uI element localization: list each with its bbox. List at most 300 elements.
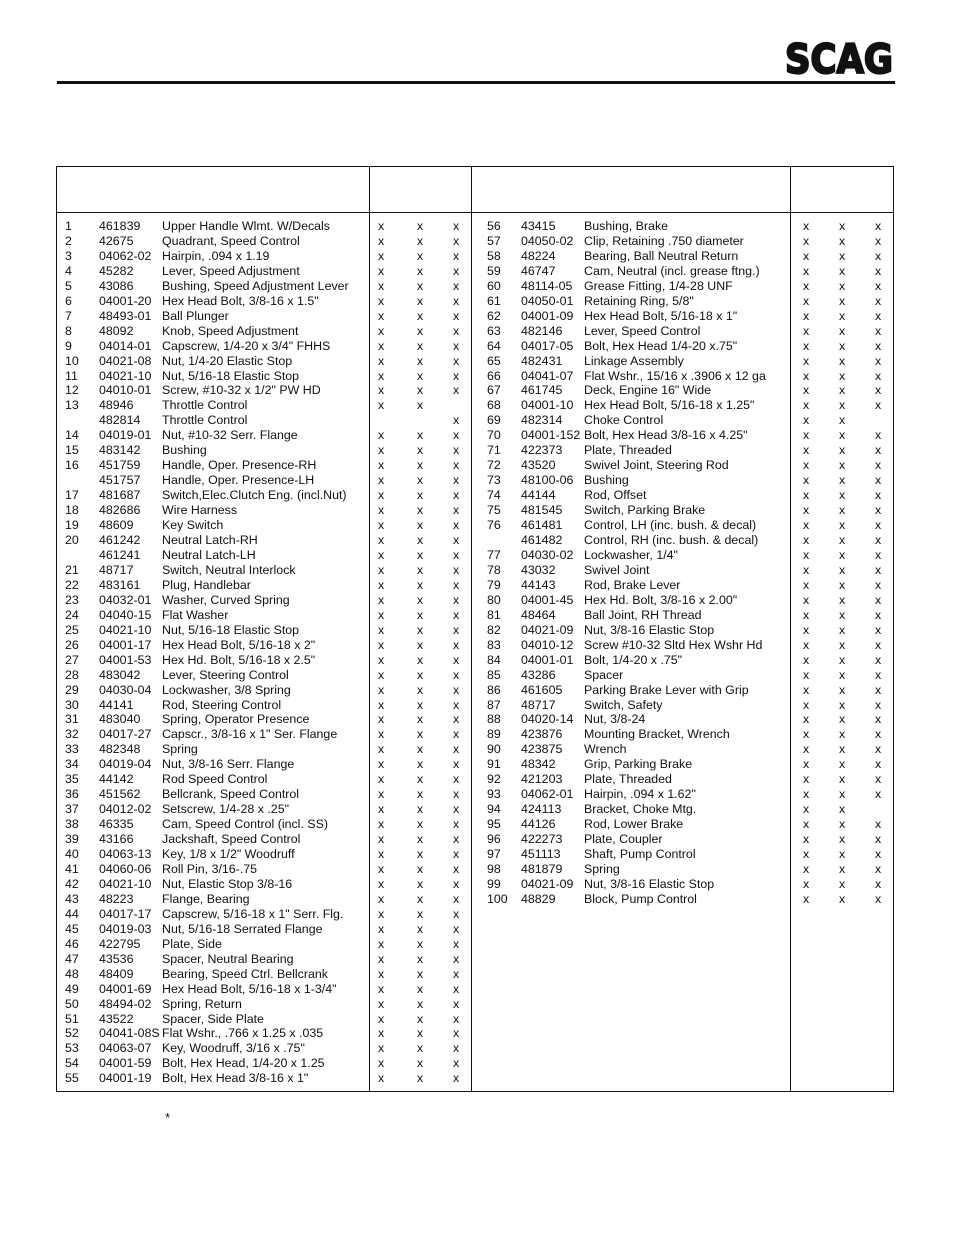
model-mark: x xyxy=(839,652,846,667)
model-mark: x xyxy=(875,533,882,548)
header-rule xyxy=(57,81,895,84)
part-description: Bolt, Hex Head, 1/4-20 x 1.25 xyxy=(162,1056,325,1071)
table-row xyxy=(65,698,465,713)
model-mark: x xyxy=(453,697,460,712)
model-mark: x xyxy=(417,338,424,353)
model-mark: x xyxy=(839,308,846,323)
model-mark: x xyxy=(839,488,846,503)
part-description: Spring xyxy=(162,742,198,757)
part-description: Lever, Steering Control xyxy=(162,667,289,682)
table-row xyxy=(487,279,887,294)
part-number: 43086 xyxy=(99,278,134,293)
item-number: 100 xyxy=(487,891,508,906)
part-number: 04017-05 xyxy=(521,338,574,353)
part-description: Capscrew, 1/4-20 x 3/4" FHHS xyxy=(162,338,331,353)
model-mark: x xyxy=(417,473,424,488)
model-mark: x xyxy=(839,219,846,233)
part-number: 04030-04 xyxy=(99,682,152,697)
model-mark: x xyxy=(803,742,810,757)
part-description: Quadrant, Speed Control xyxy=(162,233,300,248)
model-mark: x xyxy=(417,458,424,473)
part-number: 04050-01 xyxy=(521,293,574,308)
model-mark: x xyxy=(453,1011,460,1026)
part-description: Screw #10-32 Sltd Hex Wshr Hd xyxy=(584,637,763,652)
table-row xyxy=(65,967,465,982)
item-number: 90 xyxy=(487,742,501,757)
model-mark: x xyxy=(875,233,882,248)
table-row xyxy=(487,264,887,279)
part-number: 48342 xyxy=(521,757,556,772)
model-mark: x xyxy=(378,473,385,488)
item-number: 79 xyxy=(487,577,501,592)
item-number: 88 xyxy=(487,712,501,727)
item-number: 53 xyxy=(65,1041,79,1056)
part-number: 04001-20 xyxy=(99,293,152,308)
part-number: 422373 xyxy=(521,443,563,458)
model-mark: x xyxy=(453,547,460,562)
model-mark: x xyxy=(417,861,424,876)
item-number: 52 xyxy=(65,1026,79,1041)
model-mark: x xyxy=(378,398,385,413)
model-mark: x xyxy=(875,787,882,802)
model-mark: x xyxy=(803,757,810,772)
model-mark: x xyxy=(378,906,385,921)
model-mark: x xyxy=(378,293,385,308)
part-description: Handle, Oper. Presence-LH xyxy=(162,473,315,488)
part-number: 481879 xyxy=(521,861,563,876)
item-number: 78 xyxy=(487,562,501,577)
part-number: 48717 xyxy=(99,562,134,577)
item-number: 69 xyxy=(487,413,501,428)
model-mark: x xyxy=(875,293,882,308)
model-mark: x xyxy=(803,458,810,473)
model-mark: x xyxy=(453,1041,460,1056)
part-number: 44143 xyxy=(521,577,556,592)
item-number: 35 xyxy=(65,772,79,787)
table-row xyxy=(65,548,465,563)
model-mark: x xyxy=(417,503,424,518)
model-mark: x xyxy=(875,697,882,712)
part-description: Grip, Parking Brake xyxy=(584,757,693,772)
part-description: Hairpin, .094 x 1.19 xyxy=(162,248,270,263)
part-description: Spring, Operator Presence xyxy=(162,712,310,727)
item-number: 56 xyxy=(487,219,501,233)
model-mark: x xyxy=(875,473,882,488)
model-mark: x xyxy=(378,682,385,697)
item-number: 57 xyxy=(487,233,501,248)
model-mark: x xyxy=(839,817,846,832)
table-row xyxy=(487,518,887,533)
table-row xyxy=(65,354,465,369)
table-row xyxy=(65,473,465,488)
table-row xyxy=(65,653,465,668)
table-row xyxy=(65,1071,465,1086)
model-mark: x xyxy=(453,832,460,847)
model-mark: x xyxy=(875,428,882,443)
table-row xyxy=(487,653,887,668)
model-mark: x xyxy=(417,323,424,338)
model-mark: x xyxy=(875,592,882,607)
item-number: 41 xyxy=(65,861,79,876)
part-number: 04021-09 xyxy=(521,876,574,891)
table-row xyxy=(487,234,887,249)
part-description: Linkage Assembly xyxy=(584,353,684,368)
model-mark: x xyxy=(453,503,460,518)
model-mark: x xyxy=(378,996,385,1011)
model-mark: x xyxy=(453,817,460,832)
model-mark: x xyxy=(417,368,424,383)
model-mark: x xyxy=(839,712,846,727)
model-mark: x xyxy=(417,996,424,1011)
part-description: Cam, Speed Control (incl. SS) xyxy=(162,817,328,832)
part-number: 43536 xyxy=(99,951,134,966)
item-number: 83 xyxy=(487,637,501,652)
part-number: 48493-01 xyxy=(99,308,152,323)
part-number: 48092 xyxy=(99,323,134,338)
item-number: 16 xyxy=(65,458,79,473)
model-mark: x xyxy=(417,263,424,278)
part-number: 48464 xyxy=(521,607,556,622)
model-mark: x xyxy=(839,577,846,592)
model-mark: x xyxy=(839,787,846,802)
table-row xyxy=(487,339,887,354)
model-mark: x xyxy=(453,712,460,727)
model-mark: x xyxy=(875,562,882,577)
item-number: 7 xyxy=(65,308,72,323)
table-row xyxy=(65,533,465,548)
table-row xyxy=(487,458,887,473)
table-row xyxy=(65,593,465,608)
part-description: Nut, 5/16-18 Serrated Flange xyxy=(162,921,323,936)
item-number: 82 xyxy=(487,622,501,637)
model-mark: x xyxy=(803,248,810,263)
item-number: 93 xyxy=(487,787,501,802)
table-row xyxy=(65,1012,465,1027)
item-number: 20 xyxy=(65,533,79,548)
table-row xyxy=(487,623,887,638)
model-mark: x xyxy=(839,832,846,847)
model-mark: x xyxy=(417,697,424,712)
model-mark: x xyxy=(378,727,385,742)
part-description: Spacer xyxy=(584,667,624,682)
model-mark: x xyxy=(453,338,460,353)
part-number: 482314 xyxy=(521,413,563,428)
model-mark: x xyxy=(875,832,882,847)
model-mark: x xyxy=(417,248,424,263)
part-number: 43520 xyxy=(521,458,556,473)
item-number: 11 xyxy=(65,368,78,383)
part-number: 04001-17 xyxy=(99,637,152,652)
item-number: 75 xyxy=(487,503,501,518)
model-mark: x xyxy=(453,473,460,488)
model-mark: x xyxy=(803,592,810,607)
item-number: 44 xyxy=(65,906,79,921)
part-description: Shaft, Pump Control xyxy=(584,847,696,862)
model-mark: x xyxy=(417,667,424,682)
item-number: 21 xyxy=(65,562,79,577)
table-row xyxy=(65,443,465,458)
part-number: 46335 xyxy=(99,817,134,832)
item-number: 32 xyxy=(65,727,79,742)
table-row xyxy=(487,488,887,503)
table-row xyxy=(65,1041,465,1056)
table-row xyxy=(487,638,887,653)
table-row xyxy=(487,772,887,787)
part-number: 48224 xyxy=(521,248,556,263)
model-mark: x xyxy=(378,248,385,263)
model-mark: x xyxy=(453,742,460,757)
part-description: Plate, Coupler xyxy=(584,832,663,847)
part-description: Roll Pin, 3/16-.75 xyxy=(162,861,258,876)
part-number: 43032 xyxy=(521,562,556,577)
parts-table xyxy=(56,166,894,1092)
item-number: 50 xyxy=(65,996,79,1011)
part-description: Wrench xyxy=(584,742,627,757)
part-number: 04050-02 xyxy=(521,233,574,248)
model-mark: x xyxy=(803,219,810,233)
model-mark: x xyxy=(417,488,424,503)
model-mark: x xyxy=(378,458,385,473)
model-mark: x xyxy=(803,787,810,802)
part-number: 04040-15 xyxy=(99,607,152,622)
model-mark: x xyxy=(875,248,882,263)
part-description: Ball Joint, RH Thread xyxy=(584,607,702,622)
model-mark: x xyxy=(453,802,460,817)
part-description: Ball Plunger xyxy=(162,308,229,323)
part-number: 04014-01 xyxy=(99,338,152,353)
item-number: 12 xyxy=(65,383,79,398)
model-mark: x xyxy=(803,622,810,637)
table-row xyxy=(65,907,465,922)
model-mark: x xyxy=(839,562,846,577)
part-number: 04012-02 xyxy=(99,802,152,817)
part-number: 48100-06 xyxy=(521,473,574,488)
model-mark: x xyxy=(839,772,846,787)
part-number: 481545 xyxy=(521,503,563,518)
model-mark: x xyxy=(875,712,882,727)
model-mark: x xyxy=(839,413,846,428)
table-row xyxy=(65,997,465,1012)
model-mark: x xyxy=(417,398,424,413)
table-row xyxy=(487,832,887,847)
part-description: Lever, Speed Control xyxy=(584,323,701,338)
item-number: 67 xyxy=(487,383,501,398)
part-description: Upper Handle Wlmt. W/Decals xyxy=(162,219,331,233)
model-mark: x xyxy=(417,966,424,981)
item-number: 85 xyxy=(487,667,501,682)
model-mark: x xyxy=(453,727,460,742)
model-mark: x xyxy=(378,802,385,817)
part-description: Rod, Brake Lever xyxy=(584,577,681,592)
model-mark: x xyxy=(417,353,424,368)
item-number: 77 xyxy=(487,547,501,562)
item-number: 55 xyxy=(65,1071,79,1086)
item-number: 23 xyxy=(65,592,79,607)
item-number: 94 xyxy=(487,802,501,817)
model-mark: x xyxy=(378,338,385,353)
model-mark: x xyxy=(839,263,846,278)
model-mark: x xyxy=(378,308,385,323)
table-row xyxy=(65,937,465,952)
part-number: 04062-01 xyxy=(521,787,574,802)
part-description: Nut, 3/8-16 Elastic Stop xyxy=(584,876,715,891)
model-mark: x xyxy=(417,547,424,562)
part-description: Deck, Engine 16" Wide xyxy=(584,383,711,398)
part-description: Grease Fitting, 1/4-28 UNF xyxy=(584,278,733,293)
model-mark: x xyxy=(839,278,846,293)
part-description: Plug, Handlebar xyxy=(162,577,251,592)
part-description: Nut, 5/16-18 Elastic Stop xyxy=(162,368,300,383)
item-number: 89 xyxy=(487,727,501,742)
part-number: 461242 xyxy=(99,533,141,548)
part-description: Key, 1/8 x 1/2" Woodruff xyxy=(162,847,295,862)
item-number: 8 xyxy=(65,323,72,338)
part-description: Bolt, 1/4-20 x .75" xyxy=(584,652,683,667)
model-mark: x xyxy=(803,323,810,338)
model-mark: x xyxy=(417,906,424,921)
model-mark: x xyxy=(839,592,846,607)
item-number: 42 xyxy=(65,876,79,891)
scag-logo xyxy=(783,38,895,80)
model-mark: x xyxy=(453,293,460,308)
part-number: 43166 xyxy=(99,832,134,847)
part-description: Bolt, Hex Head 3/8-16 x 1" xyxy=(162,1071,309,1086)
part-description: Control, RH (inc. bush. & decal) xyxy=(584,533,759,548)
model-mark: x xyxy=(803,876,810,891)
model-mark: x xyxy=(378,219,385,233)
model-mark: x xyxy=(378,518,385,533)
table-row xyxy=(65,563,465,578)
table-row xyxy=(487,727,887,742)
model-mark: x xyxy=(803,263,810,278)
model-mark: x xyxy=(803,817,810,832)
model-mark: x xyxy=(417,233,424,248)
item-number: 28 xyxy=(65,667,79,682)
item-number: 86 xyxy=(487,682,501,697)
model-mark: x xyxy=(453,667,460,682)
model-mark: x xyxy=(417,742,424,757)
table-row xyxy=(487,533,887,548)
model-mark: x xyxy=(417,682,424,697)
model-mark: x xyxy=(803,637,810,652)
model-mark: x xyxy=(803,503,810,518)
item-number: 25 xyxy=(65,622,79,637)
model-mark: x xyxy=(803,278,810,293)
model-mark: x xyxy=(417,637,424,652)
part-number: 04019-03 xyxy=(99,921,152,936)
model-mark: x xyxy=(839,622,846,637)
item-number: 9 xyxy=(65,338,72,353)
table-row xyxy=(487,219,887,234)
model-mark: x xyxy=(803,727,810,742)
model-mark: x xyxy=(839,398,846,413)
model-mark: x xyxy=(453,1071,460,1086)
model-mark: x xyxy=(875,742,882,757)
model-mark: x xyxy=(378,667,385,682)
model-mark: x xyxy=(875,727,882,742)
model-mark: x xyxy=(875,458,882,473)
model-mark: x xyxy=(453,353,460,368)
part-number: 04062-02 xyxy=(99,248,152,263)
part-description: Nut, 3/8-24 xyxy=(584,712,646,727)
model-mark: x xyxy=(839,458,846,473)
model-mark: x xyxy=(453,533,460,548)
table-row xyxy=(487,383,887,398)
model-mark: x xyxy=(417,817,424,832)
item-number: 61 xyxy=(487,293,501,308)
model-mark: x xyxy=(417,278,424,293)
model-mark: x xyxy=(453,219,460,233)
model-mark: x xyxy=(378,353,385,368)
item-number: 59 xyxy=(487,263,501,278)
table-row xyxy=(487,548,887,563)
item-number: 1 xyxy=(65,219,72,233)
model-mark: x xyxy=(839,847,846,862)
model-mark: x xyxy=(803,293,810,308)
model-mark: x xyxy=(378,832,385,847)
model-mark: x xyxy=(875,652,882,667)
part-description: Flat Washer xyxy=(162,607,229,622)
item-number: 96 xyxy=(487,832,501,847)
table-row xyxy=(65,832,465,847)
table-row xyxy=(487,443,887,458)
model-mark: x xyxy=(417,981,424,996)
item-number: 14 xyxy=(65,428,79,443)
model-mark: x xyxy=(378,652,385,667)
part-number: 04001-53 xyxy=(99,652,152,667)
part-description: Parking Brake Lever with Grip xyxy=(584,682,749,697)
part-number: 44126 xyxy=(521,817,556,832)
item-number: 95 xyxy=(487,817,501,832)
model-mark: x xyxy=(803,443,810,458)
model-mark: x xyxy=(378,697,385,712)
model-mark: x xyxy=(378,817,385,832)
table-row xyxy=(65,757,465,772)
item-number: 47 xyxy=(65,951,79,966)
part-number: 48609 xyxy=(99,518,134,533)
item-number: 97 xyxy=(487,847,501,862)
model-mark: x xyxy=(803,682,810,697)
model-mark: x xyxy=(803,398,810,413)
item-number: 51 xyxy=(65,1011,79,1026)
model-mark: x xyxy=(875,338,882,353)
table-row xyxy=(65,982,465,997)
model-mark: x xyxy=(378,966,385,981)
part-number: 04063-07 xyxy=(99,1041,152,1056)
part-description: Bushing xyxy=(162,443,207,458)
part-number: 481687 xyxy=(99,488,141,503)
item-number: 26 xyxy=(65,637,79,652)
part-number: 482348 xyxy=(99,742,141,757)
model-mark: x xyxy=(417,802,424,817)
model-mark: x xyxy=(453,981,460,996)
part-description: Clip, Retaining .750 diameter xyxy=(584,233,744,248)
part-number: 43522 xyxy=(99,1011,134,1026)
item-number: 34 xyxy=(65,757,79,772)
model-mark: x xyxy=(417,936,424,951)
part-description: Neutral Latch-RH xyxy=(162,533,258,548)
table-row xyxy=(65,518,465,533)
part-number: 04021-10 xyxy=(99,876,152,891)
part-number: 04001-59 xyxy=(99,1056,152,1071)
table-row xyxy=(65,309,465,324)
model-mark: x xyxy=(453,936,460,951)
part-number: 04001-152 xyxy=(521,428,581,443)
model-mark: x xyxy=(803,861,810,876)
table-row xyxy=(65,742,465,757)
model-mark: x xyxy=(378,891,385,906)
item-number: 99 xyxy=(487,876,501,891)
